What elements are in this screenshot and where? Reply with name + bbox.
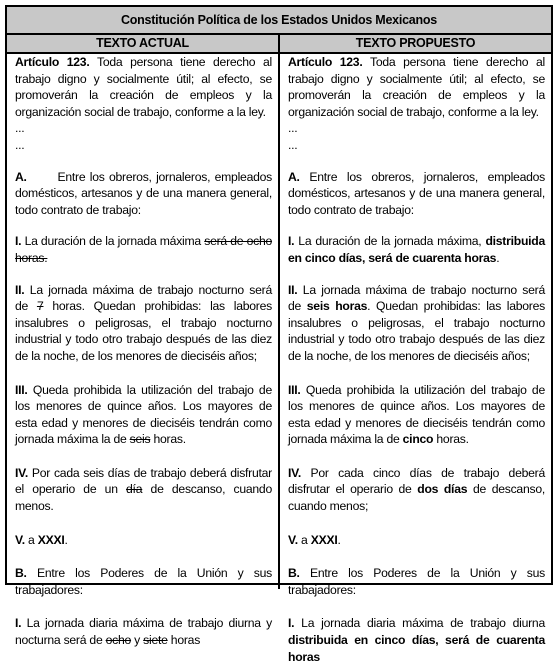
fraction-iv-struck: día <box>126 482 143 497</box>
section-b-paragraph <box>288 565 545 598</box>
fraction-iii-paragraph <box>288 382 545 448</box>
fraction-ii-paragraph <box>288 282 545 365</box>
section-b-fraction-i-text-a: La jornada diaria máxima de trabajo diurna y nocturna será de <box>15 616 272 648</box>
fraction-ii-label: II. <box>15 282 25 297</box>
ellipsis: ... <box>15 137 25 152</box>
section-a-label: A. <box>15 169 27 184</box>
section-b-label: B. <box>15 566 27 581</box>
section-b-fraction-i-text-b: y <box>131 633 144 648</box>
fraction-iii-text-b: horas. <box>150 432 186 447</box>
article-label: Artículo 123. <box>15 55 90 69</box>
fraction-ii-label: II. <box>288 282 298 297</box>
fraction-iv-paragraph <box>288 465 545 515</box>
column-headers <box>7 35 551 54</box>
section-b-fraction-i-paragraph <box>288 615 545 665</box>
article-label: Artículo 123. <box>288 55 363 69</box>
fraction-iii-text-a: Queda prohibida la utilización del trabajo de los menores de quince años. Los mayores de esta edad y menores de dieciséis tendrán como jornada máxima la de <box>288 382 545 447</box>
fraction-v-text: a <box>297 532 311 547</box>
table-body <box>7 54 551 664</box>
fraction-ii-bold: seis horas <box>306 299 368 314</box>
header-texto-propuesto: TEXTO PROPUESTO <box>355 36 476 50</box>
fraction-iv-label: IV. <box>15 465 29 480</box>
article-text: Toda persona tiene derecho al trabajo digno y socialmente útil; al efecto, se promoverán la creación de empleos y la organización social de trabajo, conforme a la ley. <box>288 55 545 119</box>
fraction-iv-bold: dos días <box>417 482 468 497</box>
fraction-ii-text-b: . Quedan prohibidas: las labores insalubres o peligrosas, el trabajo nocturno industrial y todo otro trabajo después de las diez de la noche, de los menores de dieciséis años; <box>288 299 545 363</box>
section-b-fraction-i-paragraph <box>15 615 272 648</box>
table-title: Constitución Política de los Estados Unidos Mexicanos <box>7 7 551 35</box>
column-texto-actual <box>7 54 280 648</box>
fraction-i-text: La duración de la jornada máxima <box>21 234 205 249</box>
fraction-v-end: . <box>337 532 341 547</box>
section-b-text: Entre los Poderes de la Unión y sus trabajadores: <box>288 566 545 597</box>
header-texto-actual: TEXTO ACTUAL <box>7 35 280 52</box>
fraction-ii-text-a: La jornada máxima de trabajo nocturno será de <box>288 282 545 314</box>
fraction-v-end: . <box>64 532 68 547</box>
fraction-v-bold: XXXI <box>310 532 338 547</box>
section-b-fraction-i-struck-1: ocho <box>105 633 132 648</box>
fraction-i-paragraph <box>15 233 272 266</box>
fraction-i-paragraph <box>288 233 545 266</box>
fraction-v-label: V. <box>15 532 25 547</box>
fraction-ii-paragraph <box>15 282 272 365</box>
fraction-i-bold: distribuida en cinco días, será de cuarenta horas <box>288 234 545 265</box>
ellipsis: ... <box>15 121 25 136</box>
fraction-v-label: V. <box>288 532 298 547</box>
section-b-label: B. <box>288 566 300 581</box>
section-b-fraction-i-bold: distribuida en cinco días, será de cuarenta horas <box>288 633 545 664</box>
fraction-iii-label: III. <box>15 382 28 397</box>
fraction-iii-text-b: horas. <box>433 432 469 447</box>
fraction-iv-paragraph <box>15 465 272 515</box>
fraction-ii-struck: 7 <box>36 299 44 314</box>
section-a-label: A. <box>288 169 300 184</box>
fraction-v-text: a <box>24 532 38 547</box>
article-paragraph <box>15 54 272 120</box>
section-b-text: Entre los Poderes de la Unión y sus trabajadores: <box>15 566 272 597</box>
section-b-fraction-i-text-c: horas <box>167 633 201 648</box>
fraction-i-struck: será de ocho horas. <box>15 234 273 265</box>
fraction-iv-text-b: de descanso, cuando menos; <box>288 482 545 514</box>
fraction-iii-paragraph <box>15 382 272 448</box>
fraction-i-label: I. <box>15 234 22 249</box>
fraction-iii-label: III. <box>288 382 301 397</box>
fraction-i-label: I. <box>288 234 295 249</box>
ellipsis: ... <box>288 137 298 152</box>
fraction-iii-struck: seis <box>129 432 151 447</box>
comparison-table <box>5 5 553 664</box>
fraction-iv-label: IV. <box>288 465 302 480</box>
fraction-iii-text-a: Queda prohibida la utilización del trabajo de los menores de quince años. Los mayores de esta edad y menores de dieciséis tendrán como jornada máxima la de <box>15 382 272 447</box>
fraction-v-paragraph <box>288 532 545 549</box>
section-a-paragraph <box>288 169 545 219</box>
section-b-paragraph <box>15 565 272 598</box>
article-paragraph <box>288 54 545 120</box>
fraction-v-bold: XXXI <box>37 532 65 547</box>
article-text: Toda persona tiene derecho al trabajo digno y socialmente útil; al efecto, se promoverán la creación de empleos y la organización social de trabajo, conforme a la ley. <box>15 55 272 119</box>
ellipsis: ... <box>288 121 298 136</box>
section-b-fraction-i-text-a: La jornada diaria máxima de trabajo diurna <box>294 616 545 631</box>
section-b-fraction-i-label: I. <box>15 616 22 631</box>
section-b-fraction-i-struck-2: siete <box>143 633 168 648</box>
fraction-iii-bold: cinco <box>402 432 434 447</box>
fraction-iv-text-a: Por cada seis días de trabajo deberá disfrutar el operario de un <box>15 465 272 497</box>
fraction-v-paragraph <box>15 532 272 549</box>
column-texto-propuesto <box>280 54 551 664</box>
section-b-fraction-i-label: I. <box>288 616 295 631</box>
section-a-text: Entre los obreros, jornaleros, empleados domésticos, artesanos y de una manera general, todo contrato de trabajo: <box>15 169 272 217</box>
fraction-i-end: . <box>496 250 500 265</box>
fraction-iv-text-b: de descanso, cuando menos. <box>15 482 272 514</box>
fraction-i-text: La duración de la jornada máxima, <box>294 234 486 249</box>
fraction-iv-text-a: Por cada cinco días de trabajo deberá disfrutar el operario de <box>288 465 545 497</box>
fraction-ii-text-a: La jornada máxima de trabajo nocturno será de <box>15 282 272 314</box>
fraction-ii-text-b: horas. Quedan prohibidas: las labores insalubres o peligrosas, el trabajo nocturno industrial y todo otro trabajo después de las diez de la noche, de los menores de dieciséis años; <box>15 299 272 363</box>
section-a-text: Entre los obreros, jornaleros, empleados domésticos, artesanos y de una manera general, todo contrato de trabajo: <box>288 169 545 217</box>
section-a-paragraph <box>15 169 272 219</box>
